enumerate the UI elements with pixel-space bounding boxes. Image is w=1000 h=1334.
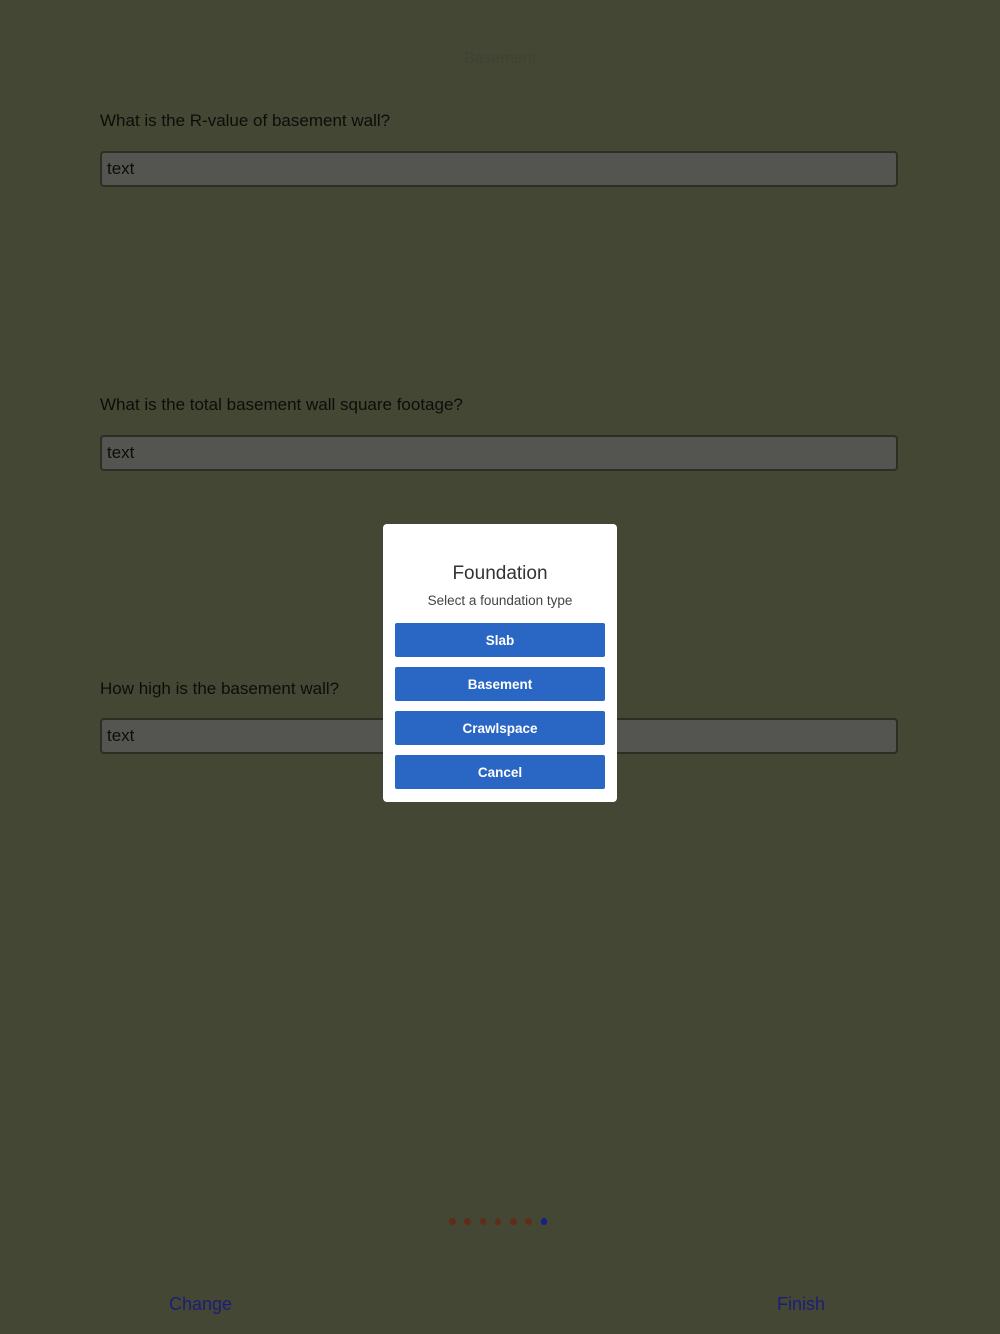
crawlspace-button[interactable]: Crawlspace	[395, 711, 605, 745]
page-dot[interactable]	[449, 1218, 456, 1225]
page-dot[interactable]	[495, 1218, 502, 1225]
dialog-subtitle: Select a foundation type	[427, 593, 573, 608]
r-value-input[interactable]	[100, 151, 898, 187]
slab-button[interactable]: Slab	[395, 623, 605, 657]
page-dot[interactable]	[464, 1218, 471, 1225]
cancel-button[interactable]: Cancel	[395, 755, 605, 789]
page-dot[interactable]	[510, 1218, 517, 1225]
question-square-footage-label: What is the total basement wall square footage?	[100, 395, 463, 414]
page-indicator	[449, 1218, 547, 1225]
foundation-dialog	[383, 524, 617, 802]
page-dot[interactable]	[480, 1218, 487, 1225]
page-dot[interactable]	[525, 1218, 532, 1225]
nav-title: Basement	[463, 50, 537, 67]
question-r-value-label: What is the R-value of basement wall?	[100, 111, 391, 130]
question-wall-height-label: How high is the basement wall?	[100, 679, 340, 698]
dialog-title: Foundation	[452, 563, 548, 584]
square-footage-input[interactable]	[100, 435, 898, 471]
change-button[interactable]: Change	[169, 1294, 233, 1314]
basement-button[interactable]: Basement	[395, 667, 605, 701]
page-dot-active[interactable]	[541, 1218, 548, 1225]
finish-button[interactable]: Finish	[777, 1294, 826, 1314]
